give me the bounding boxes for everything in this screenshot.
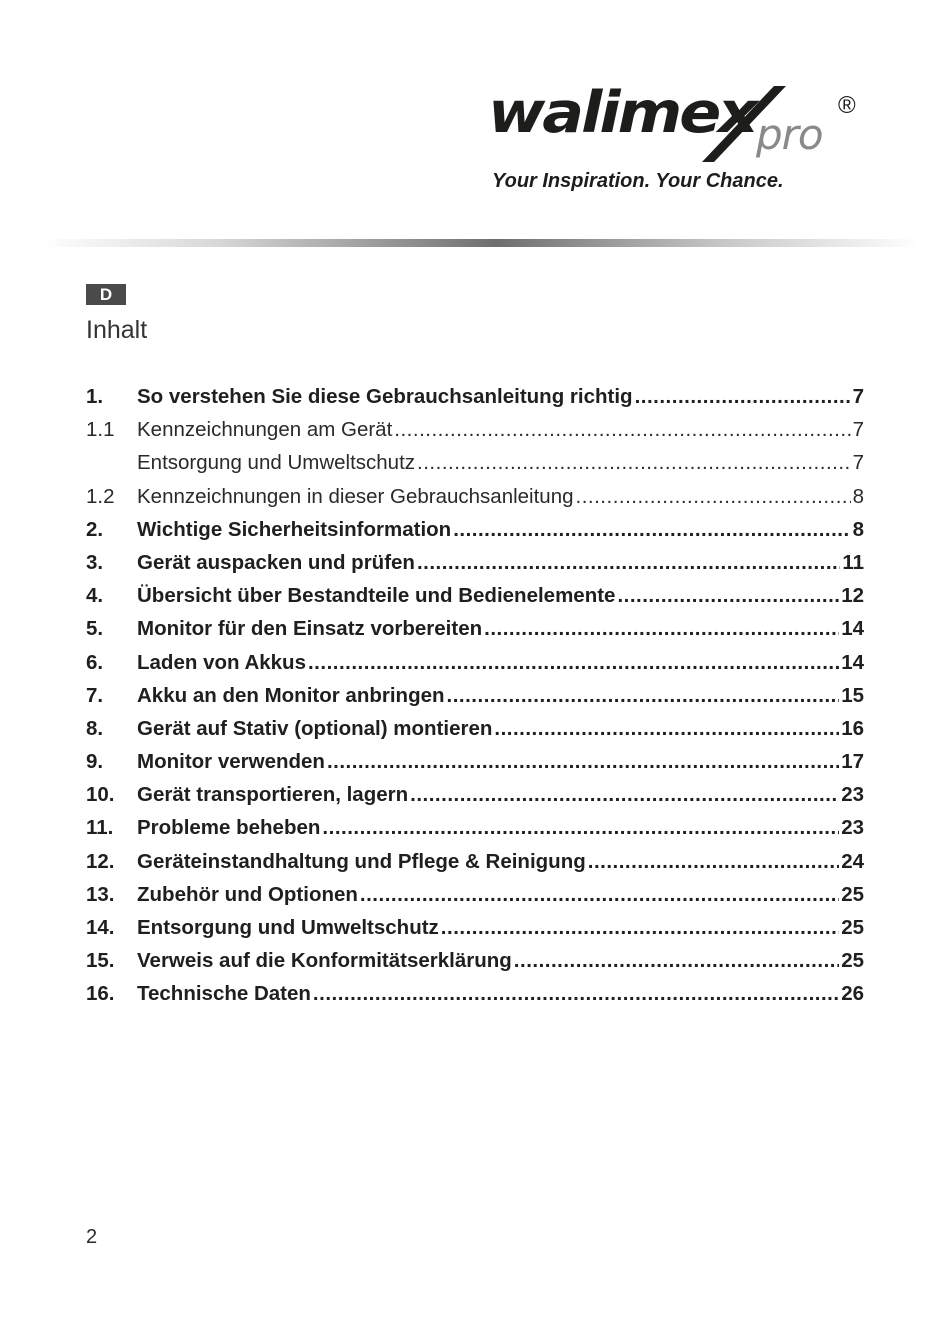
toc-entry-number: 15. [86,949,115,973]
toc-entry-page: 8 [852,517,864,541]
toc-entry-page: 11 [842,550,864,574]
toc-entry-title: Übersicht über Bestandteile und Bedienelemente [137,584,616,608]
toc-entry-title: Akku an den Monitor anbringen [137,683,445,707]
toc-dot-leader [484,617,839,641]
toc-entry-title: Laden von Akkus [137,650,306,674]
toc-entry-title: Kennzeichnungen in dieser Gebrauchsanleitung [137,484,574,508]
toc-entry[interactable] [86,584,864,617]
toc-entry[interactable] [86,982,864,1015]
toc-entry-page: 15 [841,683,864,707]
toc-entry-number: 7. [86,683,104,707]
toc-dot-leader [410,783,839,807]
toc-entry-page: 12 [841,584,864,608]
toc-entry-title: Verweis auf die Konformitätserklärung [137,949,512,973]
toc-entry-number: 10. [86,783,115,807]
toc-entry-title: Gerät transportieren, lagern [137,783,409,807]
toc-entry-number: 8. [86,716,104,740]
toc-entry[interactable] [86,418,864,451]
brand-logo [488,78,868,196]
toc-entry[interactable] [86,385,864,418]
tagline: Your Inspiration. Your Chance. [492,170,784,192]
toc-entry-page: 17 [841,750,864,774]
toc-dot-leader [417,551,840,575]
toc-dot-leader [313,982,839,1006]
toc-entry[interactable] [86,518,864,551]
toc-entry-number: 5. [86,617,104,641]
toc-entry-number: 9. [86,750,104,774]
toc-entry-number: 16. [86,982,115,1006]
toc-entry[interactable] [86,551,864,584]
toc-dot-leader [322,816,839,840]
header-divider [40,239,920,247]
toc-dot-leader [617,584,839,608]
toc-entry-number: 12. [86,849,115,873]
toc-entry-title: Gerät auf Stativ (optional) montieren [137,716,493,740]
toc-entry[interactable] [86,916,864,949]
toc-dot-leader [441,916,839,940]
logo-wordmark: walimex [488,78,756,146]
toc-entry-title: Wichtige Sicherheitsinformation [137,517,452,541]
toc-entry-page: 23 [841,816,864,840]
toc-entry-number: 1.2 [86,484,115,508]
toc-dot-leader [588,850,839,874]
toc-entry-title: Entsorgung und Umweltschutz [137,451,416,475]
toc-entry-page: 7 [852,418,864,442]
toc-entry-title: Gerät auspacken und prüfen [137,550,415,574]
toc-entry-title: Entsorgung und Umweltschutz [137,916,439,939]
toc-entry-title: Zubehör und Optionen [137,882,358,906]
toc-entry-page: 26 [841,982,864,1006]
toc-entry[interactable] [86,485,864,518]
toc-entry-title: Probleme beheben [137,816,321,840]
toc-entry-number: 11. [86,816,114,840]
page-title: Inhalt [86,316,148,344]
toc-entry[interactable] [86,617,864,650]
toc-dot-leader [514,949,839,973]
page-number: 2 [86,1226,98,1248]
toc-entry-page: 14 [841,617,864,641]
toc-entry-page: 24 [841,849,864,873]
toc-entry[interactable] [86,783,864,816]
toc-dot-leader [447,684,840,708]
toc-entry-title: Monitor verwenden [137,750,325,774]
toc-dot-leader [635,385,851,409]
toc-entry-title: Geräteinstandhaltung und Pflege & Reinigung [137,849,586,873]
logo-pro: pro [756,110,823,159]
toc-dot-leader [453,518,850,542]
toc-entry-title: So verstehen Sie diese Gebrauchsanleitung richtig [137,385,633,408]
toc-entry-number: 13. [86,882,115,906]
toc-entry-page: 8 [852,484,864,508]
toc-entry-title: Kennzeichnungen am Gerät [137,418,393,442]
language-badge: D [86,284,126,305]
toc-entry[interactable] [86,816,864,849]
toc-dot-leader [576,485,851,509]
toc-entry-number: 4. [86,584,104,608]
toc-entry[interactable] [86,850,864,883]
toc-entry[interactable] [86,717,864,750]
toc-entry-page: 7 [852,385,864,408]
toc-entry[interactable] [86,949,864,982]
toc-dot-leader [308,651,839,675]
toc-dot-leader [327,750,839,774]
toc-entry-number: 3. [86,550,104,574]
toc-entry-number: 1.1 [86,418,115,442]
table-of-contents [86,385,864,1016]
toc-entry-page: 25 [841,882,864,906]
toc-entry-title: Monitor für den Einsatz vorbereiten [137,617,483,641]
toc-entry-page: 14 [841,650,864,674]
toc-dot-leader [360,883,839,907]
toc-entry[interactable] [86,684,864,717]
toc-entry-number: 14. [86,916,115,939]
toc-entry-number: 2. [86,517,104,541]
toc-entry-title: Technische Daten [137,982,311,1006]
toc-dot-leader [394,418,850,442]
toc-entry-page: 7 [852,451,864,475]
toc-entry-page: 25 [841,916,864,939]
toc-dot-leader [494,717,839,741]
toc-dot-leader [417,451,851,475]
toc-entry[interactable] [86,883,864,916]
toc-entry[interactable] [86,451,864,484]
registered-mark: ® [838,92,856,119]
toc-entry-page: 25 [841,949,864,973]
toc-entry[interactable] [86,651,864,684]
toc-entry-number: 6. [86,650,104,674]
toc-entry-number: 1. [86,385,104,408]
toc-entry-page: 16 [841,716,864,740]
toc-entry-page: 23 [841,783,864,807]
toc-entry[interactable] [86,750,864,783]
